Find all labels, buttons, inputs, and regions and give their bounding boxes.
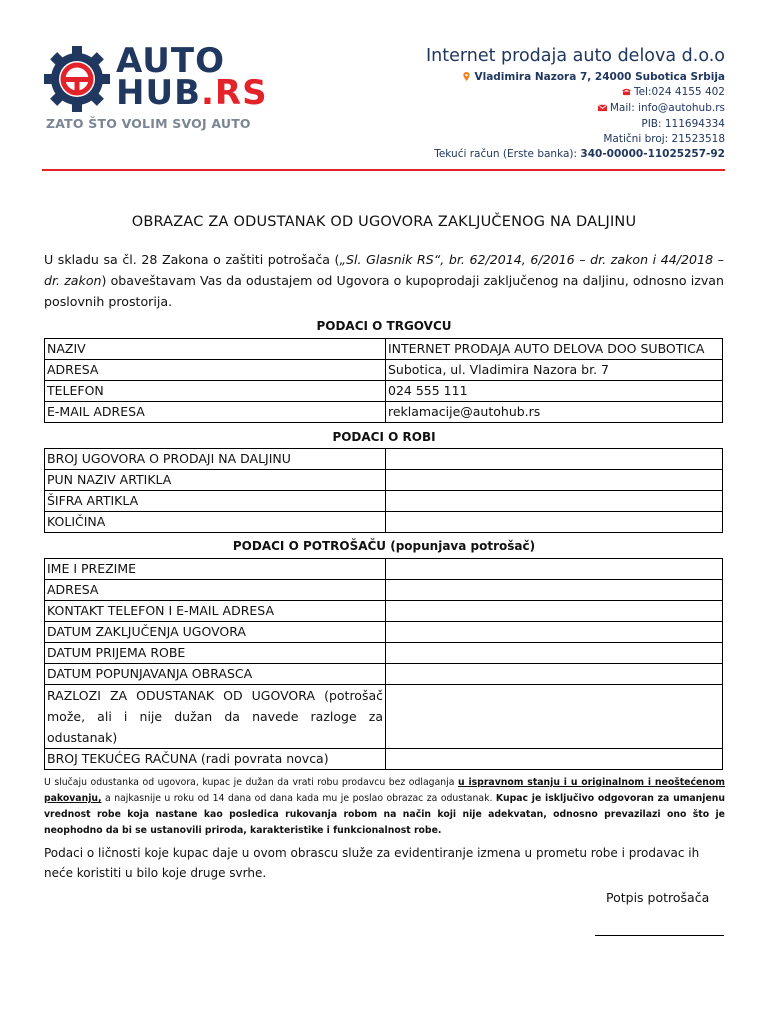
- company-phone: Tel:024 4155 402: [622, 86, 725, 98]
- table-row: [45, 559, 723, 580]
- row-label: DATUM PRIJEMA ROBE: [45, 643, 386, 664]
- table-row: [45, 339, 723, 360]
- row-label: NAZIV: [45, 339, 386, 360]
- goods-table: [44, 448, 723, 533]
- document-title: OBRAZAC ZA ODUSTANAK OD UGOVORA ZAKLJUČENOG NA DALJINU: [131, 214, 637, 230]
- trader-table: [44, 338, 723, 423]
- section-title-trader: PODACI O TRGOVCU: [316, 319, 452, 333]
- row-value: 024 555 111: [386, 381, 723, 402]
- row-label: BROJ TEKUĆEG RAČUNA (radi povrata novca): [45, 749, 386, 770]
- table-row: [45, 749, 723, 770]
- row-label: BROJ UGOVORA O PRODAJI NA DALJINU: [45, 449, 386, 470]
- table-row: [45, 470, 723, 491]
- row-label: ŠIFRA ARTIKLA: [45, 491, 386, 512]
- privacy-note: Podaci o ličnosti koje kupac daje u ovom obrascu služe za evidentiranje izmena u prometu robe i prodavac ih neće koristiti u bilo koje druge svrhe.: [44, 846, 700, 880]
- envelope-icon: [598, 103, 607, 112]
- company-mail: Mail: info@autohub.rs: [598, 102, 725, 114]
- table-row: [45, 491, 723, 512]
- company-address: Vladimira Nazora 7, 24000 Subotica Srbija: [462, 71, 725, 83]
- table-row: [45, 402, 723, 423]
- table-row: [45, 360, 723, 381]
- withdrawal-reasons-field[interactable]: [386, 685, 723, 749]
- form-date-field[interactable]: [386, 664, 723, 685]
- row-label: DATUM ZAKLJUČENJA UGOVORA: [45, 622, 386, 643]
- table-row: [45, 449, 723, 470]
- row-value: reklamacije@autohub.rs: [386, 402, 723, 423]
- row-label: RAZLOZI ZA ODUSTANAK OD UGOVORA (potrošač može, ali i nije dužan da navede razloge za odustanak): [45, 685, 386, 749]
- row-label: PUN NAZIV ARTIKLA: [45, 470, 386, 491]
- company-pib: PIB: 111694334: [641, 118, 725, 130]
- row-value: INTERNET PRODAJA AUTO DELOVA DOO SUBOTICA: [386, 339, 723, 360]
- table-row: [45, 580, 723, 601]
- phone-icon: [622, 87, 631, 96]
- signature-line[interactable]: [595, 935, 724, 936]
- item-full-name-field[interactable]: [386, 470, 723, 491]
- row-label: TELEFON: [45, 381, 386, 402]
- table-row: [45, 685, 723, 749]
- company-logo: [44, 41, 294, 134]
- bank-account-field[interactable]: [386, 749, 723, 770]
- row-label: ADRESA: [45, 580, 386, 601]
- section-title-goods: PODACI O ROBI: [332, 430, 436, 444]
- contact-field[interactable]: [386, 601, 723, 622]
- row-value: Subotica, ul. Vladimira Nazora br. 7: [386, 360, 723, 381]
- row-label: DATUM POPUNJAVANJA OBRASCA: [45, 664, 386, 685]
- row-label: KONTAKT TELEFON I E-MAIL ADRESA: [45, 601, 386, 622]
- company-bank-account: Tekući račun (Erste banka): 340-00000-11025257-92: [434, 148, 725, 160]
- row-label: E-MAIL ADRESA: [45, 402, 386, 423]
- contract-number-field[interactable]: [386, 449, 723, 470]
- intro-paragraph: U skladu sa čl. 28 Zakona o zaštiti potrošača („Sl. Glasnik RS“, br. 62/2014, 6/2016 – dr. zakon i 44/2018 – dr. zakon) obaveštavam Vas da odustajem od Ugovora o kupoprodaji zaključenog na daljinu, odnosno izvan poslovnih prostorija.: [44, 252, 724, 309]
- header-divider: [42, 169, 725, 171]
- address-field[interactable]: [386, 580, 723, 601]
- table-row: [45, 512, 723, 533]
- row-label: KOLIČINA: [45, 512, 386, 533]
- return-conditions-note: U slučaju odustanka od ugovora, kupac je dužan da vrati robu prodavcu bez odlaganja u ispravnom stanju i u originalnom i neoštećenom pakovanju, a najkasnije u roku od 14 dana od dana kada mu je poslao obrazac za odustanak. Kupac je isključivo odgovoran za umanjenu vrednost robe koja nastane kao posledica rukovanja robom na način koji nije adekvatan, odnosno prevazilazi ono što je neophodno da bi se ustanovili priroda, karakteristike i funkcionalnost robe.: [44, 777, 726, 836]
- location-pin-icon: [462, 72, 471, 81]
- logo-tagline: ZATO ŠTO VOLIM SVOJ AUTO: [46, 116, 251, 131]
- table-row: [45, 664, 723, 685]
- gear-steering-wheel-icon: [44, 46, 110, 112]
- full-name-field[interactable]: [386, 559, 723, 580]
- row-label: ADRESA: [45, 360, 386, 381]
- contract-date-field[interactable]: [386, 622, 723, 643]
- table-row: [45, 622, 723, 643]
- table-row: [45, 381, 723, 402]
- receipt-date-field[interactable]: [386, 643, 723, 664]
- item-code-field[interactable]: [386, 491, 723, 512]
- consumer-table: [44, 558, 723, 770]
- section-title-consumer: PODACI O POTROŠAČU (popunjava potrošač): [232, 539, 536, 553]
- signature-label: Potpis potrošača: [606, 890, 710, 905]
- row-label: IME I PREZIME: [45, 559, 386, 580]
- quantity-field[interactable]: [386, 512, 723, 533]
- logo-text-auto: AUTO: [116, 41, 225, 81]
- company-registration-number: Matični broj: 21523518: [603, 133, 725, 145]
- table-row: [45, 643, 723, 664]
- table-row: [45, 601, 723, 622]
- logo-text-hub: HUB.RS: [116, 73, 268, 113]
- company-name: Internet prodaja auto delova d.o.o: [425, 46, 725, 66]
